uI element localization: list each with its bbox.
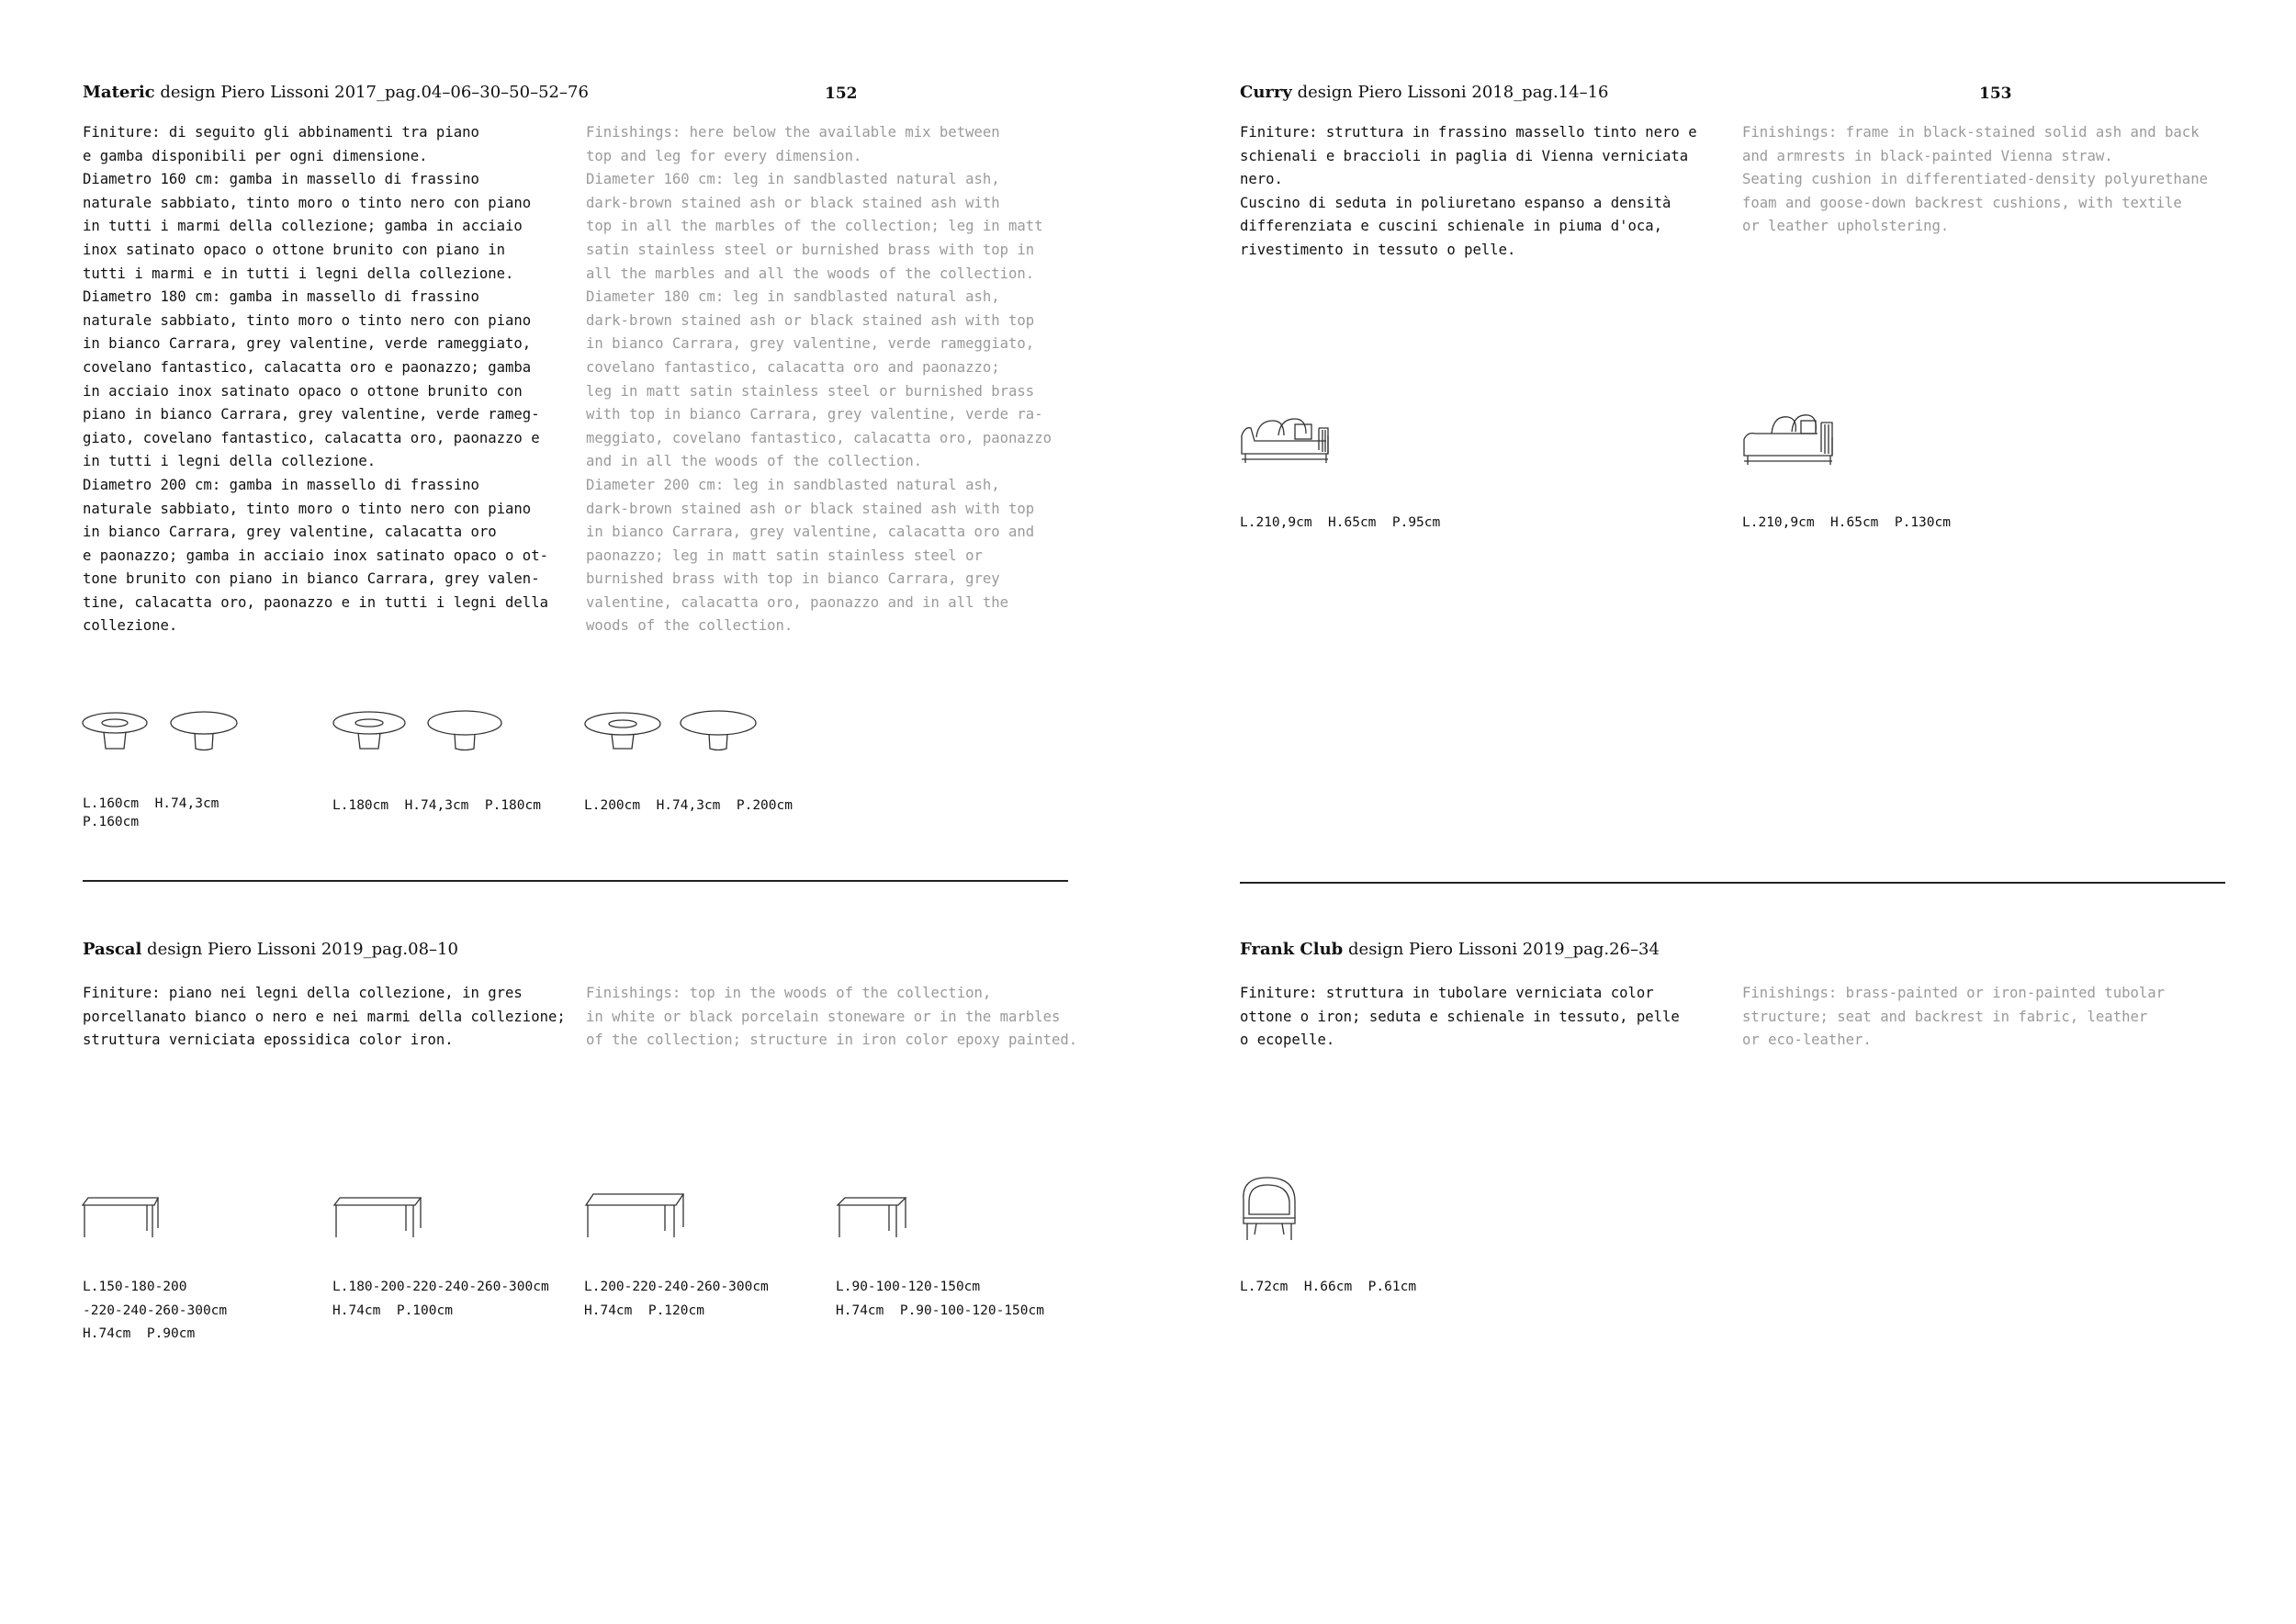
pascal-dims-4: L.90-100-120-150cm H.74cm P.90-100-120-150cm	[836, 1280, 1044, 1318]
materic-dims-180: L.180cm H.74,3cm P.180cm	[332, 798, 541, 813]
pascal-heading	[83, 940, 458, 959]
frankclub-armchair-drawing	[1238, 1174, 1302, 1244]
pascal-table-4-drawing	[836, 1194, 914, 1242]
curry-title: Curry	[1240, 83, 1292, 102]
pascal-dims-1: L.150-180-200 -220-240-260-300cm H.74cm P.90cm	[83, 1280, 228, 1342]
frankclub-text-en: Finishings: brass-painted or iron-painted tubolar structure; seat and backrest in fabric, leather or eco-leather.	[1742, 985, 2166, 1049]
materic-text-en: Finishings: here below the available mix between top and leg for every dimension. Diameter 160 cm: leg in sandblasted natural ash, dark-brown stained ash or black stained ash with top in all the marbles of the collection; leg in matt satin stainless steel or burnished brass with top in all the marbles and all the woods of the collection. Diameter 180 cm: leg in sandblasted natural ash, dark-brown stained ash or black stained ash with top in bianco Carrara, grey valentine, verde rameggiato, covelano fantastico, calacatta oro and paonazzo; leg in matt satin stainless steel or burnished brass with top in bianco Carrara, grey valentine, verde ra- meggiato, covelano fantastico, calacatta oro, paonazzo and in all the woods of the collection. Diameter 200 cm: leg in sandblasted natural ash, dark-brown stained ash or black stained ash with top in bianco Carrara, grey valentine, calacatta oro and paonazzo; leg in matt satin stainless steel or burnished brass with top in bianco Carrara, grey valentine, calacatta oro, paonazzo and in all the woods of the collection.	[586, 124, 1052, 635]
page-number-right: 153	[1979, 85, 2012, 103]
curry-text-it: Finiture: struttura in frassino massello tinto nero e schienali e braccioli in paglia di Vienna verniciata nero. Cuscino di seduta in poliuretano espanso a densità differenziata e cuscini schienale in piuma d'oca, rivestimento in tessuto o pelle.	[1240, 124, 1697, 258]
pascal-table-1-drawing	[81, 1194, 163, 1242]
materic-text-it: Finiture: di seguito gli abbinamenti tra piano e gamba disponibili per ogni dimensione. Diametro 160 cm: gamba in massello di frassino naturale sabbiato, tinto moro o tinto nero con piano in tutti i marmi della collezione; gamba in acciaio inox satinato opaco o ottone brunito con piano in tutti i marmi e in tutti i legni della collezione. Diametro 180 cm: gamba in massello di frassino naturale sabbiato, tinto moro o tinto nero con piano in bianco Carrara, grey valentine, verde rameggiato, covelano fantastico, calacatta oro e paonazzo; gamba in acciaio inox satinato opaco o ottone brunito con piano in bianco Carrara, grey valentine, verde rameg- giato, covelano fantastico, calacatta oro, paonazzo e in tutti i legni della collezione. Diametro 200 cm: gamba in massello di frassino naturale sabbiato, tinto moro o tinto nero con piano in bianco Carrara, grey valentine, calacatta oro e paonazzo; gamba in acciaio inox satinato opaco o ot- tone brunito con piano in bianco Carrara, grey valen- tine, calacatta oro, paonazzo e in tutti i legni della collezione.	[83, 124, 548, 635]
pascal-table-3-drawing	[584, 1190, 690, 1242]
pascal-dims-2: L.180-200-220-240-260-300cm H.74cm P.100cm	[332, 1280, 549, 1318]
divider-left	[83, 880, 1068, 882]
materic-180-side-drawing	[427, 710, 510, 756]
materic-160-side-drawing	[170, 710, 243, 756]
materic-designer: design Piero Lissoni 2017_pag.04–06–30–50–52–76	[160, 83, 589, 102]
pascal-dims-3: L.200-220-240-260-300cm H.74cm P.120cm	[584, 1280, 769, 1318]
materic-dims-200: L.200cm H.74,3cm P.200cm	[584, 798, 793, 813]
curry-heading	[1240, 83, 1608, 102]
curry-text-en: Finishings: frame in black-stained solid ash and back and armrests in black-painted Vienna straw. Seating cushion in differentiated-density polyurethane foam and goose-down backrest cushions, with textile or leather upholstering.	[1742, 124, 2208, 235]
pascal-table-2-drawing	[332, 1194, 424, 1242]
curry-sofa-95-drawing	[1238, 410, 1339, 469]
materic-200-top-drawing	[584, 710, 667, 756]
curry-dims-95: L.210,9cm H.65cm P.95cm	[1240, 515, 1441, 530]
frankclub-title: Frank Club	[1240, 940, 1344, 959]
curry-dims-130: L.210,9cm H.65cm P.130cm	[1742, 515, 1951, 530]
pascal-designer: design Piero Lissoni 2019_pag.08–10	[147, 940, 458, 959]
curry-sofa-130-drawing	[1740, 410, 1843, 469]
materic-heading	[83, 83, 589, 102]
frankclub-heading	[1240, 940, 1660, 959]
frankclub-text-it: Finiture: struttura in tubolare verniciata color ottone o iron; seduta e schienale in tessuto, pelle o ecopelle.	[1240, 985, 1680, 1049]
page-number-left: 152	[825, 85, 858, 103]
pascal-text-en: Finishings: top in the woods of the collection, in white or black porcelain stoneware or in the marbles of the collection; structure in iron color epoxy painted.	[586, 985, 1078, 1049]
materic-160-top-drawing	[81, 710, 154, 756]
materic-title: Materic	[83, 83, 155, 102]
materic-dims-160: L.160cm H.74,3cm P.160cm	[83, 796, 219, 829]
materic-180-top-drawing	[332, 710, 415, 756]
materic-200-side-drawing	[680, 710, 762, 756]
divider-right	[1240, 882, 2225, 884]
pascal-text-it: Finiture: piano nei legni della collezione, in gres porcellanato bianco o nero e nei marmi della collezione; struttura verniciata epossidica color iron.	[83, 985, 566, 1049]
frankclub-dims: L.72cm H.66cm P.61cm	[1240, 1280, 1417, 1294]
frankclub-designer: design Piero Lissoni 2019_pag.26–34	[1348, 940, 1660, 959]
pascal-title: Pascal	[83, 940, 142, 959]
curry-designer: design Piero Lissoni 2018_pag.14–16	[1297, 83, 1609, 102]
